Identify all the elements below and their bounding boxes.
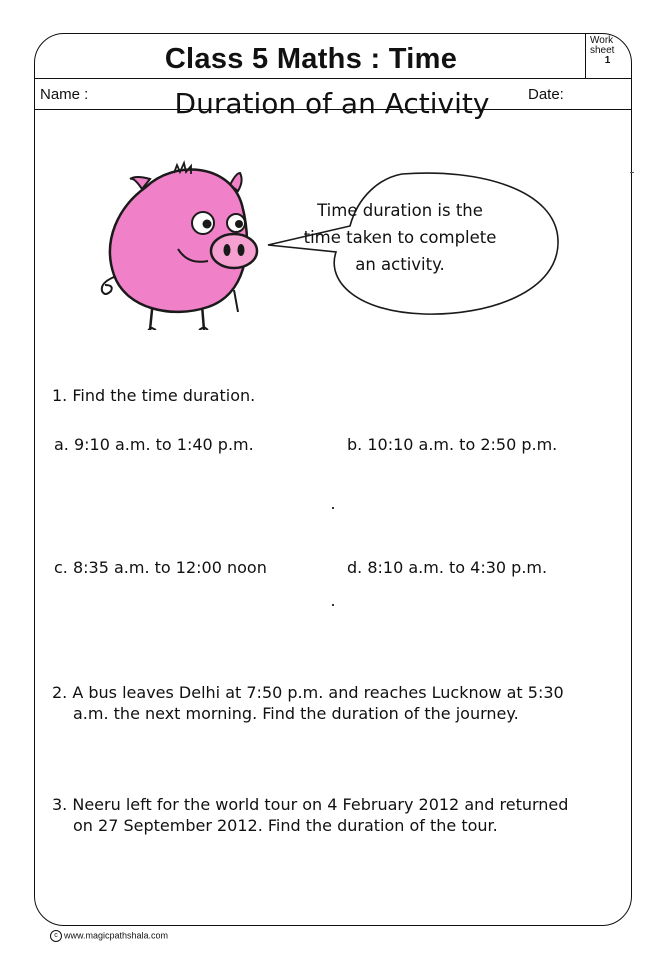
question-2 <box>52 682 564 724</box>
copyright-icon: c <box>50 930 62 942</box>
question-3 <box>52 794 568 836</box>
footer <box>50 930 168 942</box>
bubble-line-3: an activity. <box>355 255 445 274</box>
question-2-line-1: 2. A bus leaves Delhi at 7:50 p.m. and reaches Lucknow at 5:30 <box>52 683 564 702</box>
question-3-line-2: on 27 September 2012. Find the duration of the tour. <box>73 816 498 835</box>
question-2-line-2: a.m. the next morning. Find the duration of the journey. <box>73 704 519 723</box>
stray-mark-2 <box>332 604 334 606</box>
worksheet-number-box <box>585 34 631 79</box>
question-1a: a. 9:10 a.m. to 1:40 p.m. <box>54 435 254 454</box>
page-title: Class 5 Maths : Time <box>164 43 458 75</box>
bubble-text <box>300 197 500 278</box>
stray-mark-1 <box>332 507 334 509</box>
question-1b: b. 10:10 a.m. to 2:50 p.m. <box>347 435 558 454</box>
bubble-line-1: Time duration is the <box>317 201 483 220</box>
worksheet-number: 1 <box>604 55 611 66</box>
worksheet-label-work: Work <box>590 35 614 46</box>
bubble-line-2: time taken to complete <box>303 228 497 247</box>
worksheet-header <box>35 34 631 79</box>
question-3-line-1: 3. Neeru left for the world tour on 4 February 2012 and returned <box>52 795 569 814</box>
question-1c: c. 8:35 a.m. to 12:00 noon <box>54 558 267 577</box>
footer-site: www.magicpathshala.com <box>64 930 169 941</box>
question-1: 1. Find the time duration. <box>52 386 256 405</box>
date-label: Date: <box>528 86 564 103</box>
worksheet-label-sheet: sheet <box>590 45 615 56</box>
name-label: Name : <box>40 86 89 103</box>
edge-mark <box>630 172 634 173</box>
question-1d: d. 8:10 a.m. to 4:30 p.m. <box>347 558 548 577</box>
section-title: Duration of an Activity <box>174 87 490 120</box>
